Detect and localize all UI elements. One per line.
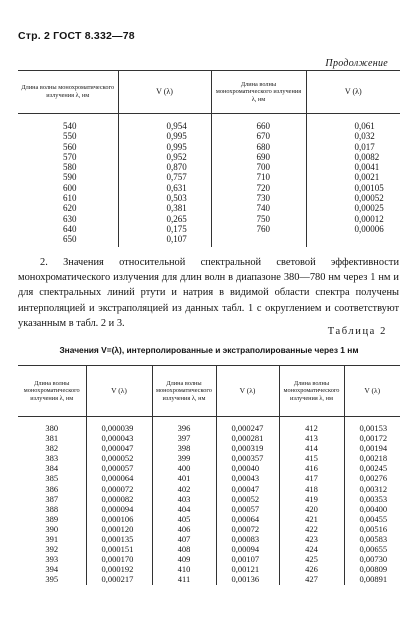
wavelength-cell: 398	[152, 443, 216, 453]
table-row	[18, 554, 400, 564]
wavelength-cell: 387	[45, 493, 59, 504]
wavelength-cell: 414	[279, 443, 344, 453]
table-2-label: Таблица 2	[327, 326, 387, 337]
wavelength-cell: 424	[279, 544, 344, 554]
wavelength-cell: 418	[279, 484, 344, 494]
wavelength-cell: 550	[63, 131, 77, 142]
v-lambda-cell: 0,000047	[86, 443, 152, 453]
wavelength-cell: 426	[279, 564, 344, 574]
wavelength-cell: 390	[45, 523, 59, 534]
wavelength-cell: 409	[152, 554, 216, 564]
v-lambda-cell: 0,995	[118, 131, 211, 141]
table-row	[18, 234, 400, 246]
wavelength-cell: 630	[63, 213, 77, 224]
wavelength-cell: 660	[211, 114, 306, 132]
wavelength-cell: 404	[152, 504, 216, 514]
v-lambda-cell: 0,00218	[344, 453, 400, 463]
v-lambda-cell: 0,00064	[216, 514, 279, 524]
table-2-header-row	[18, 366, 400, 417]
table-row	[18, 162, 400, 172]
v-lambda-cell: 0,00025	[306, 203, 400, 213]
v-lambda-cell: 0,870	[118, 162, 211, 172]
table-row	[18, 172, 400, 182]
table-row	[18, 114, 400, 132]
v-lambda-cell: 0,000106	[86, 514, 152, 524]
v-lambda-cell: 0,00809	[344, 564, 400, 574]
v-lambda-cell: 0,631	[118, 183, 211, 193]
v-lambda-cell: 0,00245	[344, 463, 400, 473]
column-header-v-lambda: V (λ)	[306, 71, 400, 114]
v-lambda-cell: 0,757	[118, 172, 211, 182]
table-2-title: Значения V=(λ), интерполированные и экстраполированные через 1 нм	[59, 345, 359, 355]
v-lambda-cell: 0,000217	[86, 574, 152, 584]
wavelength-cell: 670	[211, 131, 306, 141]
table-1-body	[18, 114, 400, 247]
v-lambda-cell: 0,00006	[306, 224, 400, 234]
v-lambda-cell: 0,00043	[216, 473, 279, 483]
v-lambda-cell: 0,00516	[344, 524, 400, 534]
wavelength-cell: 396	[152, 417, 216, 434]
table-row	[18, 514, 400, 524]
wavelength-cell: 720	[211, 183, 306, 193]
v-lambda-cell: 0,0041	[306, 162, 400, 172]
v-lambda-cell: 0,00400	[344, 504, 400, 514]
page-header: Стр. 2 ГОСТ 8.332—78	[18, 30, 135, 42]
table-row	[18, 473, 400, 483]
wavelength-cell: 740	[211, 203, 306, 213]
v-lambda-cell	[306, 234, 400, 246]
wavelength-cell: 710	[211, 172, 306, 182]
v-lambda-cell: 0,00730	[344, 554, 400, 564]
wavelength-cell: 415	[279, 453, 344, 463]
wavelength-cell: 399	[152, 453, 216, 463]
v-lambda-cell: 0,000192	[86, 564, 152, 574]
table-row	[18, 193, 400, 203]
v-lambda-cell: 0,061	[306, 114, 400, 132]
wavelength-cell: 580	[63, 162, 77, 173]
v-lambda-cell: 0,017	[306, 142, 400, 152]
v-lambda-cell: 0,00094	[216, 544, 279, 554]
v-lambda-cell: 0,000057	[86, 463, 152, 473]
wavelength-cell: 417	[279, 473, 344, 483]
v-lambda-cell: 0,00891	[344, 574, 400, 584]
wavelength-cell: 386	[45, 483, 59, 494]
v-lambda-cell: 0,00083	[216, 534, 279, 544]
table-2-body	[18, 417, 400, 585]
v-lambda-cell: 0,00655	[344, 544, 400, 554]
table-row	[18, 142, 400, 152]
wavelength-cell: 425	[279, 554, 344, 564]
table-row	[18, 224, 400, 234]
wavelength-cell: 760	[211, 224, 306, 234]
v-lambda-cell: 0,00276	[344, 473, 400, 483]
wavelength-cell: 400	[152, 463, 216, 473]
v-lambda-cell: 0,503	[118, 193, 211, 203]
wavelength-cell: 422	[279, 524, 344, 534]
wavelength-cell: 600	[63, 182, 77, 193]
v-lambda-cell: 0,00105	[306, 183, 400, 193]
wavelength-cell: 413	[279, 433, 344, 443]
wavelength-cell: 383	[45, 453, 59, 464]
table-row	[18, 214, 400, 224]
wavelength-cell: 560	[63, 141, 77, 152]
v-lambda-cell: 0,00312	[344, 484, 400, 494]
column-header-wavelength: Длина волны монохроматического излучения λ, нм	[18, 71, 118, 114]
table-row	[18, 544, 400, 554]
wavelength-cell: 380	[45, 423, 59, 433]
table-row	[18, 417, 400, 434]
v-lambda-cell: 0,00353	[344, 494, 400, 504]
v-lambda-cell: 0,00121	[216, 564, 279, 574]
v-lambda-cell: 0,000039	[86, 417, 152, 434]
table-row	[18, 504, 400, 514]
wavelength-cell: 610	[63, 193, 77, 204]
column-header-v-lambda: V (λ)	[344, 366, 400, 417]
table-row	[18, 203, 400, 213]
v-lambda-cell: 0,00052	[216, 494, 279, 504]
table-row	[18, 433, 400, 443]
wavelength-cell: 419	[279, 494, 344, 504]
wavelength-cell: 412	[279, 417, 344, 434]
wavelength-cell: 382	[45, 443, 59, 454]
wavelength-cell: 391	[45, 534, 59, 545]
column-header-wavelength: Длина волны монохроматического излучения λ, нм	[152, 366, 216, 417]
table-row	[18, 453, 400, 463]
table-row	[18, 152, 400, 162]
v-lambda-cell: 0,00047	[216, 484, 279, 494]
wavelength-cell: 650	[63, 234, 77, 245]
wavelength-cell: 620	[63, 203, 77, 214]
v-lambda-cell: 0,000043	[86, 433, 152, 443]
v-lambda-cell: 0,000082	[86, 494, 152, 504]
v-lambda-cell: 0,00136	[216, 574, 279, 584]
wavelength-cell: 423	[279, 534, 344, 544]
v-lambda-cell: 0,032	[306, 131, 400, 141]
v-lambda-cell: 0,000319	[216, 443, 279, 453]
column-header-v-lambda: V (λ)	[86, 366, 152, 417]
wavelength-cell	[211, 234, 306, 246]
table-row	[18, 494, 400, 504]
wavelength-cell: 750	[211, 214, 306, 224]
v-lambda-cell: 0,000064	[86, 473, 152, 483]
wavelength-cell: 570	[63, 151, 77, 162]
column-header-wavelength: Длина волны монохроматического излучения λ, нм	[279, 366, 344, 417]
wavelength-cell: 394	[45, 564, 59, 575]
v-lambda-cell: 0,00040	[216, 463, 279, 473]
wavelength-cell: 401	[152, 473, 216, 483]
v-lambda-cell: 0,381	[118, 203, 211, 213]
v-lambda-cell: 0,175	[118, 224, 211, 234]
table-row	[18, 524, 400, 534]
column-header-wavelength: Длина волны монохроматического излучения λ, нм	[211, 71, 306, 114]
paragraph-text: 2. Значения относительной спектральной световой эффективности монохроматического излучения для длин волн в диапазоне 380—780 нм через 1 нм и для спектральных линий ртути и натрия в видимой области спектра получены интерполяцией и экстраполяцией из данных табл. 1 с округлением и соответствуют указанным в табл. 2 и 3.	[18, 257, 399, 329]
wavelength-cell: 421	[279, 514, 344, 524]
v-lambda-cell: 0,00057	[216, 504, 279, 514]
table-row	[18, 463, 400, 473]
wavelength-cell: 405	[152, 514, 216, 524]
wavelength-cell: 403	[152, 494, 216, 504]
continuation-label: Продолжение	[325, 58, 388, 69]
v-lambda-cell: 0,00172	[344, 433, 400, 443]
wavelength-cell: 402	[152, 484, 216, 494]
wavelength-cell: 406	[152, 524, 216, 534]
table-row	[18, 564, 400, 574]
wavelength-cell: 700	[211, 162, 306, 172]
wavelength-cell: 427	[279, 574, 344, 584]
v-lambda-cell: 0,00153	[344, 417, 400, 434]
table-2	[18, 365, 400, 585]
wavelength-cell: 395	[45, 574, 59, 585]
wavelength-cell: 389	[45, 513, 59, 524]
v-lambda-cell: 0,00052	[306, 193, 400, 203]
v-lambda-cell: 0,000135	[86, 534, 152, 544]
wavelength-cell: 420	[279, 504, 344, 514]
wavelength-cell: 393	[45, 554, 59, 565]
v-lambda-cell: 0,995	[118, 142, 211, 152]
v-lambda-cell: 0,00072	[216, 524, 279, 534]
v-lambda-cell: 0,265	[118, 214, 211, 224]
table-1-header-row	[18, 71, 400, 114]
v-lambda-cell: 0,0082	[306, 152, 400, 162]
wavelength-cell: 411	[152, 574, 216, 584]
v-lambda-cell: 0,00583	[344, 534, 400, 544]
v-lambda-cell: 0,000094	[86, 504, 152, 514]
wavelength-cell: 416	[279, 463, 344, 473]
column-header-wavelength: Длина волны монохроматического излучения λ, нм	[18, 366, 86, 417]
v-lambda-cell: 0,107	[118, 234, 211, 246]
wavelength-cell: 397	[152, 433, 216, 443]
v-lambda-cell: 0,000120	[86, 524, 152, 534]
v-lambda-cell: 0,000151	[86, 544, 152, 554]
wavelength-cell: 680	[211, 142, 306, 152]
body-paragraph	[18, 255, 399, 331]
v-lambda-cell: 0,000072	[86, 484, 152, 494]
v-lambda-cell: 0,00107	[216, 554, 279, 564]
table-row	[18, 534, 400, 544]
wavelength-cell: 640	[63, 223, 77, 234]
wavelength-cell: 384	[45, 463, 59, 474]
v-lambda-cell: 0,000170	[86, 554, 152, 564]
wavelength-cell: 410	[152, 564, 216, 574]
column-header-v-lambda: V (λ)	[216, 366, 279, 417]
wavelength-cell: 388	[45, 503, 59, 514]
wavelength-cell: 408	[152, 544, 216, 554]
v-lambda-cell: 0,0021	[306, 172, 400, 182]
v-lambda-cell: 0,00455	[344, 514, 400, 524]
wavelength-cell: 540	[63, 121, 77, 131]
v-lambda-cell: 0,952	[118, 152, 211, 162]
table-1-continued	[18, 70, 400, 247]
v-lambda-cell: 0,00194	[344, 443, 400, 453]
v-lambda-cell: 0,000357	[216, 453, 279, 463]
v-lambda-cell: 0,00012	[306, 214, 400, 224]
table-row	[18, 574, 400, 584]
wavelength-cell: 590	[63, 172, 77, 183]
column-header-v-lambda: V (λ)	[118, 71, 211, 114]
v-lambda-cell: 0,954	[118, 114, 211, 132]
v-lambda-cell: 0,000052	[86, 453, 152, 463]
table-row	[18, 484, 400, 494]
wavelength-cell: 392	[45, 544, 59, 555]
wavelength-cell: 385	[45, 473, 59, 484]
table-row	[18, 183, 400, 193]
table-row	[18, 443, 400, 453]
v-lambda-cell: 0,000281	[216, 433, 279, 443]
wavelength-cell: 381	[45, 433, 59, 444]
wavelength-cell: 407	[152, 534, 216, 544]
v-lambda-cell: 0,000247	[216, 417, 279, 434]
table-row	[18, 131, 400, 141]
wavelength-cell: 730	[211, 193, 306, 203]
wavelength-cell: 690	[211, 152, 306, 162]
